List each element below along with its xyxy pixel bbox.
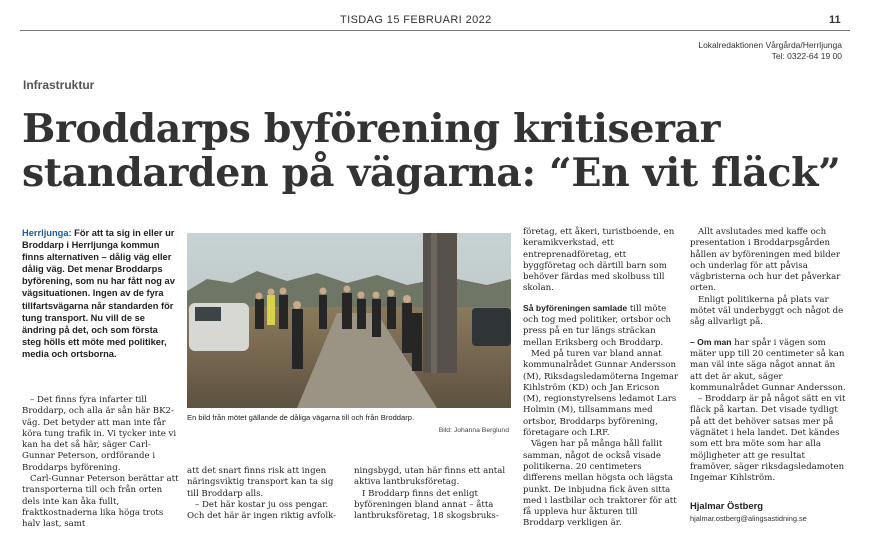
headline: Broddarps byförening kritiserar standarden på vägarna: “En vit fläck”	[22, 106, 841, 196]
subhead-continuation: till möte och tog med politiker, ortsbor och press på en tur längs sträckan mellan Eriksberg och Broddarp.	[523, 303, 672, 348]
body-paragraph: att det snart finns risk att ingen näringsviktig transport kan ta sig till Broddarp alls.	[187, 466, 334, 499]
office-phone: Tel: 0322-64 19 00	[771, 51, 842, 61]
issue-date: TISDAG 15 FEBRUARI 2022	[340, 14, 492, 26]
body-paragraph: Vägen har på många håll fallit samman, något de också visade politikerna. 20 centimeters differens mellan högsta och lägsta punkt. De inbjudna fick även sitta med i lastbilar och traktorer för att få uppleva hur åkturen till Broddarp verkligen är.	[523, 439, 677, 529]
body-paragraph: Med på turen var bland annat kommunalrådet Gunnar Andersson (M), Riksdagsledamöterna Ingemar Kihlström (KD) och Jan Ericson (M), regionstyrelsens ledamot Lars Holmin (M), tillsammans med ortsbor, Broddarps byförening, företagare och LRF.	[523, 348, 679, 439]
header-rule	[20, 30, 850, 31]
article-photo	[187, 233, 511, 408]
photo-credit: Bild: Johanna Berglund	[438, 427, 509, 434]
photo-caption: En bild från mötet gällande de dåliga vägarna till och från Broddarp.	[187, 413, 415, 422]
editorial-office	[698, 40, 842, 62]
body-column-5	[690, 227, 848, 485]
body-column-2	[187, 466, 343, 522]
body-paragraph: I Broddarp finns det enligt byföreningen bland annat – åtta lantbruksföretag, 18 skogsbruks-	[354, 488, 499, 522]
quote-lead: – Om man	[690, 336, 732, 347]
body-column-4	[523, 227, 680, 530]
page-number: 11	[829, 14, 841, 26]
lead-paragraph	[22, 227, 178, 360]
body-paragraph: – Det finns fyra infarter till Broddarp, och alla är sån här BK2-väg. Det betyder att man inte får köra tung trafik in. Vi tycker inte vi kan ha det så här, säger Carl-Gunnar Peterson, ordförande i Broddarps byförening.	[22, 395, 177, 473]
body-column-3-bottom	[354, 466, 510, 522]
subhead: Så byföreningen samlade	[523, 302, 628, 313]
author-name: Hjalmar Östberg	[690, 500, 763, 511]
subhead-paragraph	[523, 303, 680, 349]
body-paragraph: – Det här kostar ju oss pengar. Och det här är ingen riktig avfolk-	[187, 499, 337, 522]
body-column-1	[22, 395, 179, 531]
author-email: hjalmar.ostberg@alingsastidning.se	[690, 514, 807, 523]
body-paragraph: Enligt politikerna på plats var mötet väl underbyggt och något de såg allvarligt på.	[690, 294, 844, 328]
meeting-photo	[187, 233, 511, 408]
lead-text: För att ta sig in eller ur Broddarp i Herrljunga kommun finns alternativen – dålig väg eller dålig väg. Det menar Broddarps byförening, som nu har fått nog av vägsituationen. Ingen av de fyra tillfartsvägarna når standarden för tung transport. Nu vill de se ändring på det, och som första steg hölls ett möte med politiker, media och ortsborna.	[22, 228, 175, 359]
body-paragraph: Allt avslutades med kaffe och presentation i Broddarpsgården hållen av byföreningen med bilder och underlag för att påvisa vägbristerna och hur det påverkar orten.	[690, 227, 841, 294]
body-paragraph: företag, ett åkeri, turistboende, en keramikverkstad, ett entreprenadföretag, ett byggföretag och därtill barn som behöver färdas med skolbuss till skolan.	[523, 227, 675, 294]
body-paragraph: – Broddarp är på något sätt en vit fläck på kartan. Det visade tydligt på att det behöver satsas mer på vägnätet i hela landet. Det kändes som ett bra möte som har alla möjligheter att ge resultat framöver, säger riksdagsledamoten Ingemar Kihlström.	[690, 394, 846, 484]
quote-paragraph	[690, 337, 848, 394]
quote-text: har spår i vägen som mäter upp till 20 centimeter så kan man väl inte säga något annat än att det är akut, säger kommunalrådet Gunnar Andersson.	[690, 337, 846, 393]
body-paragraph: ningsbygd, utan här finns ett antal aktiva lantbruksföretag.	[354, 466, 506, 488]
section-label: Infrastruktur	[23, 78, 95, 92]
body-paragraph: Carl-Gunnar Peterson berättar att transporterna till och från orten dels inte kan åka fullt, fraktkostnaderna lika höga trots halv last, samt	[22, 474, 179, 530]
dateline-place: Herrljunga:	[22, 228, 72, 238]
office-name: Lokalredaktionen Vårgårda/Herrljunga	[698, 40, 842, 50]
